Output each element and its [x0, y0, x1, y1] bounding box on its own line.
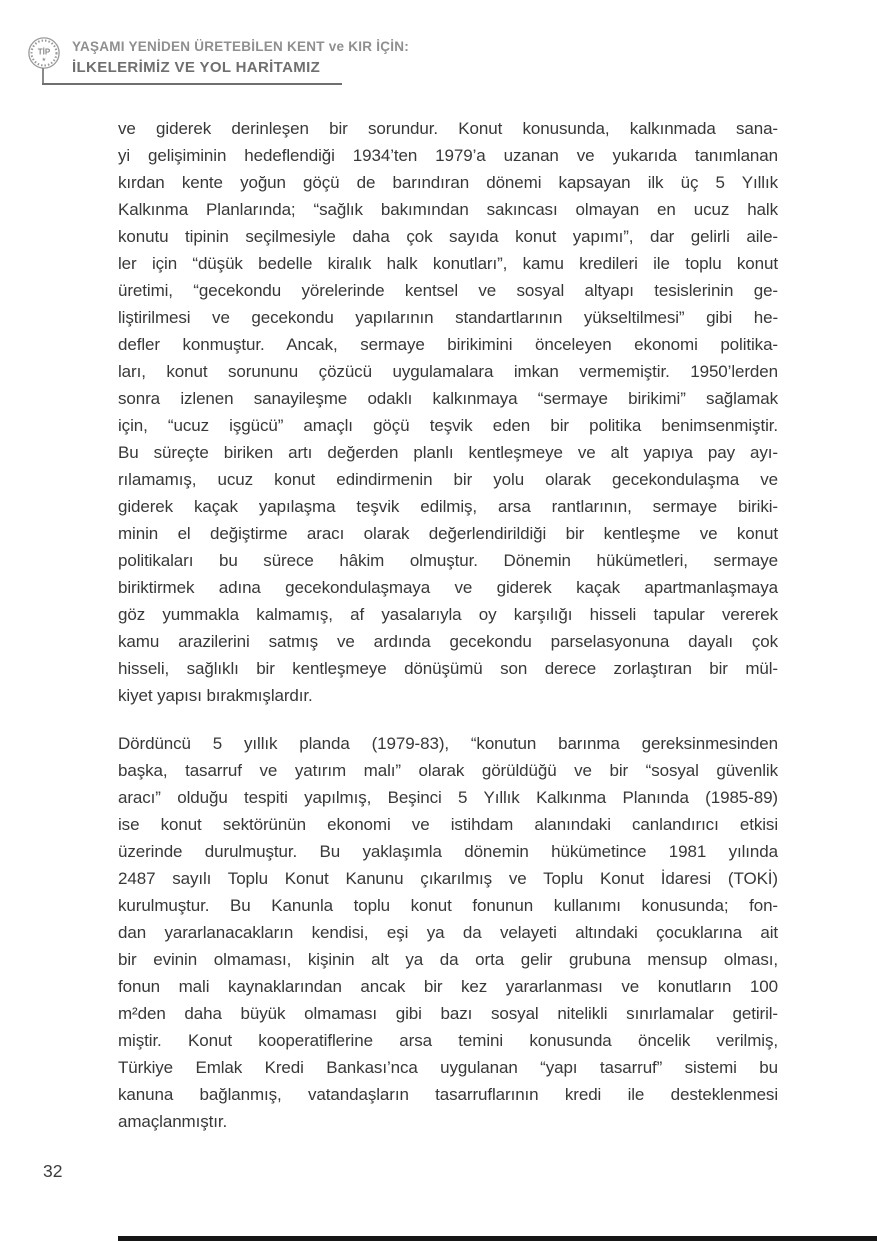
text-line: ve giderek derinleşen bir sorundur. Konut konusunda, kalkınmada sana-: [118, 119, 778, 138]
text-line: 2487 sayılı Toplu Konut Kanunu çıkarılmış ve Toplu Konut İdaresi (TOKİ): [118, 869, 778, 888]
paragraph-1: [118, 115, 778, 709]
text-line: dan yararlanacakların kendisi, eşi ya da velayeti altındaki çocuklarına ait: [118, 923, 778, 942]
text-line: miştir. Konut kooperatiflerine arsa temini konusunda öncelik verilmiş,: [118, 1031, 778, 1050]
text-line: kamu arazilerini satmış ve ardında gecekondu parselasyonuna dayalı çok: [118, 632, 778, 651]
text-line: aracı” olduğu tespiti yapılmış, Beşinci 5 Yıllık Kalkınma Planında (1985-89): [118, 788, 778, 807]
text-line: liştirilmesi ve gecekondu yapılarının standartlarının yükseltilmesi” gibi he-: [118, 308, 778, 327]
text-line: kurulmuştur. Bu Kanunla toplu konut fonunun kullanımı konusunda; fon-: [118, 896, 778, 915]
text-line: Dördüncü 5 yıllık planda (1979-83), “konutun barınma gereksinmesinden: [118, 734, 778, 753]
text-line: fonun mali kaynaklarından ancak bir kez yararlanması ve konutların 100: [118, 977, 778, 996]
text-line: sonra izlenen sanayileşme odaklı kalkınmaya “sermaye birikimi” sağlamak: [118, 389, 778, 408]
text-line: giderek kaçak yapılaşma teşvik edilmiş, arsa rantlarının, sermaye biriki-: [118, 497, 778, 516]
tip-party-logo-icon: [27, 36, 61, 70]
text-line: kanuna bağlanmış, vatandaşların tasarruflarının kredi ile desteklenmesi: [118, 1085, 778, 1104]
text-line: göz yummakla kalmamış, af yasalarıyla oy karşılığı hisseli tapular vererek: [118, 605, 778, 624]
logo-star: ★: [41, 57, 47, 64]
running-title-line1: YAŞAMI YENİDEN ÜRETEBİLEN KENT ve KIR İÇİN:: [72, 39, 410, 54]
text-line: ları, konut sorununu çözücü uygulamalara imkan vermemiştir. 1950’lerden: [118, 362, 778, 381]
page-number: 32: [43, 1161, 63, 1181]
text-line: ise konut sektörünün ekonomi ve istihdam alanındaki canlandırıcı etkisi: [118, 815, 778, 834]
header-rule: [42, 83, 342, 85]
text-line: konutu tipinin seçilmesiyle daha çok sayıda konut yapımı”, dar gelirli aile-: [118, 227, 778, 246]
text-line: kiyet yapısı bırakmışlardır.: [118, 686, 313, 705]
text-line: için, “ucuz işgücü” amaçlı göçü teşvik eden bir politika benimsenmiştir.: [118, 416, 778, 435]
text-line: başka, tasarruf ve yatırım malı” olarak görüldüğü ve bir “sosyal güvenlik: [118, 761, 778, 780]
running-title-line2: İLKELERİMİZ VE YOL HARİTAMIZ: [72, 58, 321, 76]
text-line: yi gelişiminin hedeflendiği 1934’ten 1979’a uzanan ve yukarıda tanımlanan: [118, 146, 778, 165]
text-line: minin el değiştirme aracı olarak değerlendirildiği bir kentleşme ve konut: [118, 524, 778, 543]
text-line: Türkiye Emlak Kredi Bankası’nca uygulanan “yapı tasarruf” sistemi bu: [118, 1058, 778, 1077]
text-line: üzerinde durulmuştur. Bu yaklaşımla dönemin hükümetince 1981 yılında: [118, 842, 778, 861]
text-line: Bu süreçte biriken artı değerden planlı kentleşmeye ve alt yapıya pay ayı-: [118, 443, 778, 462]
text-line: bir evinin olmaması, kişinin alt ya da orta gelir grubuna mensup olması,: [118, 950, 778, 969]
page-bottom-bar: [118, 1236, 877, 1241]
text-line: amaçlanmıştır.: [118, 1112, 228, 1131]
paragraph-2: [118, 730, 778, 1135]
text-line: hisseli, sağlıklı bir kentleşmeye dönüşümü son derece zorlaştıran bir mül-: [118, 659, 778, 678]
text-line: kırdan kente yoğun göçü de barındıran dönemi kapsayan ilk üç 5 Yıllık: [118, 173, 778, 192]
logo-text: TİP: [37, 47, 51, 57]
text-line: ler için “düşük bedelle kiralık halk konutları”, kamu kredileri ile toplu konut: [118, 254, 778, 273]
text-line: üretimi, “gecekondu yörelerinde kentsel ve sosyal altyapı tesislerinin ge-: [118, 281, 778, 300]
running-title: [72, 40, 409, 75]
body-text: [118, 115, 778, 1135]
text-line: Kalkınma Planlarında; “sağlık bakımından sakıncası olmayan en ucuz halk: [118, 200, 778, 219]
text-line: m²den daha büyük olmaması gibi bazı sosyal nitelikli sınırlamalar getiril-: [118, 1004, 778, 1023]
header-connector-line: [42, 68, 44, 84]
text-line: biriktirmek adına gecekondulaşmaya ve giderek kaçak apartmanlaşmaya: [118, 578, 778, 597]
text-line: defler konmuştur. Ancak, sermaye birikimini önceleyen ekonomi politika-: [118, 335, 778, 354]
text-line: rılamamış, ucuz konut edindirmenin bir yolu olarak gecekondulaşma ve: [118, 470, 778, 489]
text-line: politikaları bu sürece hâkim olmuştur. Dönemin hükümetleri, sermaye: [118, 551, 778, 570]
